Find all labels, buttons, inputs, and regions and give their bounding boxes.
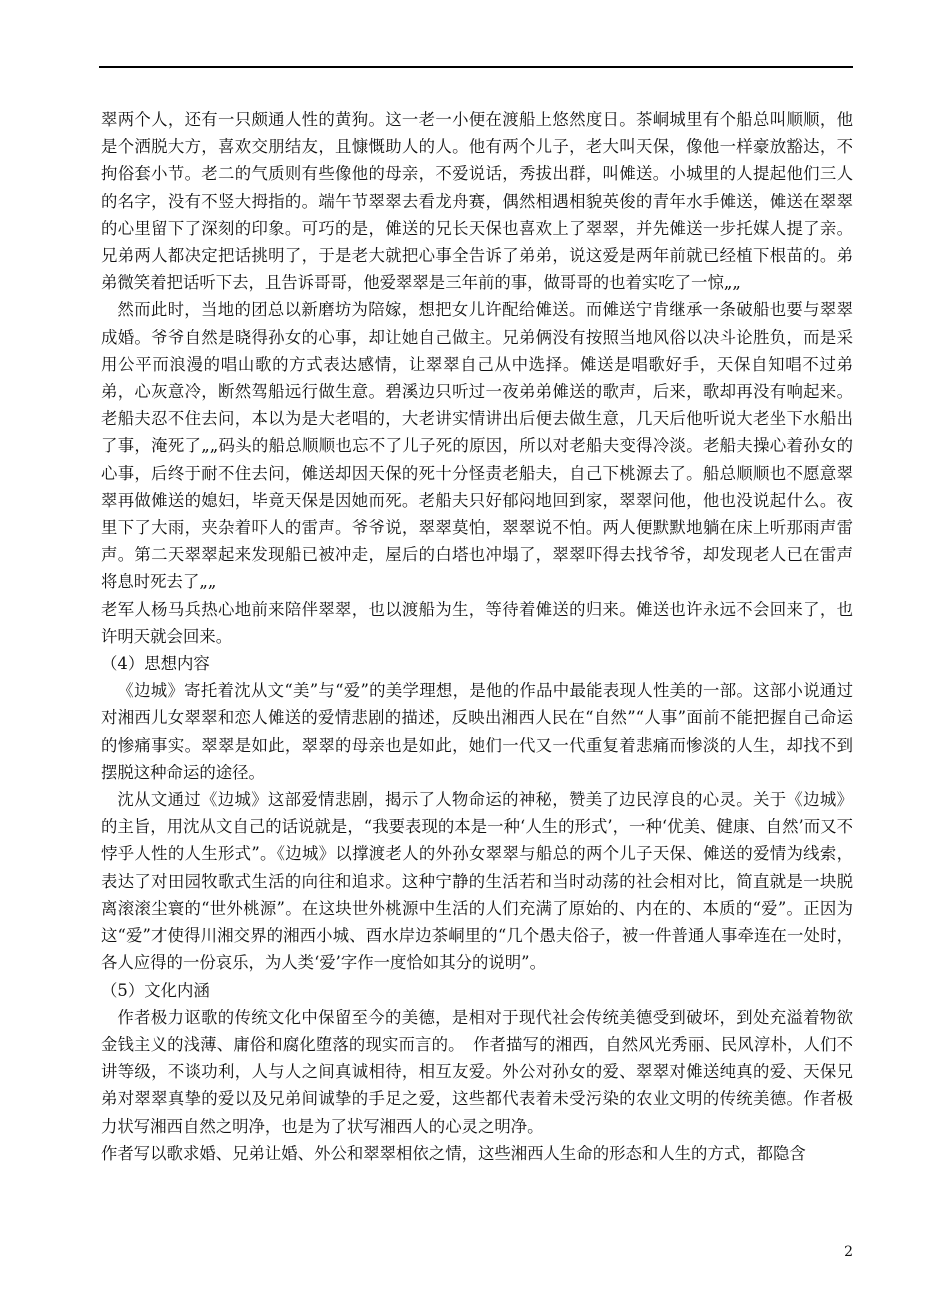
paragraph-culture-2: 作者写以歌求婚、兄弟让婚、外公和翠翠相依之情，这些湘西人生命的形态和人生的方式，都隐含: [101, 1143, 806, 1163]
paragraph-plot-ending: 然而此时，当地的团总以新磨坊为陪嫁，想把女儿许配给傩送。而傩送宁肯继承一条破船也要与翠翠成婚。爷爷自然是晓得孙女的心事，却让她自己做主。兄弟俩没有按照当地风俗以决斗论胜负，而是采用公平而浪漫的唱山歌的方式表达感情，让翠翠自己从中选择。傩送是唱歌好手，天保自知唱不过弟弟，心灰意冷，断然驾船远行做生意。碧溪边只听过一夜弟弟傩送的歌声，后来，歌却再没有响起来。老船夫忍不住去问，本以为是大老唱的，大老讲实情讲出后便去做生意，几天后他听说大老坐下水船出了事，淹死了„„码头的船总顺顺也忘不了儿子死的原因，所以对老船夫变得冷淡。老船夫操心着孙女的心事，后终于耐不住去问，傩送却因天保的死十分怪责老船夫，自己下桃源去了。船总顺顺也不愿意翠翠再做傩送的媳妇，毕竟天保是因她而死。老船夫只好郁闷地回到家，翠翠问他，他也没说起什么。夜里下了大雨，夹杂着吓人的雷声。爷爷说，翠翠莫怕，翠翠说不怕。两人便默默地躺在床上听那雨声雷声。第二天翠翠起来发现船已被冲走，屋后的白塔也冲塌了，翠翠吓得去找爷爷，却发现老人已在雷声将息时死去了„„: [101, 300, 853, 592]
paragraph-theme-2: 沈从文通过《边城》这部爱情悲剧，揭示了人物命运的神秘，赞美了边民淳良的心灵。关于《边城》的主旨，用沈从文自己的话说就是，“我要表现的本是一种‘人生的形式’，一种‘优美、健康、自然’而又不悖乎人性的人生形式”。《边城》以撑渡老人的外孙女翠翠与船总的两个儿子天保、傩送的爱情为线索，表达了对田园牧歌式生活的向往和追求。这种宁静的生活若和当时动荡的社会相对比，简直就是一块脱离滚滚尘寰的“世外桃源”。在这块世外桃源中生活的人们充满了原始的、内在的、本质的“爱”。正因为这“爱”才使得川湘交界的湘西小城、酉水岸边茶峒里的“几个愚夫俗子，被一件普通人事牵连在一处时，各人应得的一份哀乐，为人类‘爱’字作一度恰如其分的说明”。: [101, 790, 853, 973]
paragraph-plot-epilogue: 老军人杨马兵热心地前来陪伴翠翠，也以渡船为生，等待着傩送的归来。傩送也许永远不会回来了，也许明天就会回来。: [101, 599, 853, 646]
header-rule: [99, 66, 853, 68]
page-number: 2: [844, 1244, 853, 1260]
section-heading-theme: （4）思想内容: [101, 654, 210, 674]
section-heading-culture: （5）文化内涵: [101, 980, 210, 1000]
paragraph-culture-1: 作者极力讴歌的传统文化中保留至今的美德，是相对于现代社会传统美德受到破坏，到处充溢着物欲金钱主义的浅薄、庸俗和腐化堕落的现实而言的。 作者描写的湘西，自然风光秀丽、民风淳朴，人们不讲等级，不谈功利，人与人之间真诚相待，相互友爱。外公对孙女的爱、翠翠对傩送纯真的爱、天保兄弟对翠翠真挚的爱以及兄弟间诚挚的手足之爱，这些都代表着未受污染的农业文明的传统美德。作者极力状写湘西自然之明净，也是为了状写湘西人的心灵之明净。: [101, 1007, 853, 1136]
paragraph-theme-1: 《边城》寄托着沈从文“美”与“爱”的美学理想，是他的作品中最能表现人性美的一部。这部小说通过对湘西儿女翠翠和恋人傩送的爱情悲剧的描述，反映出湘西人民在“自然”“人事”面前不能把握自己命运的惨痛事实。翠翠是如此，翠翠的母亲也是如此，她们一代又一代重复着悲痛而惨淡的人生，却找不到摆脱这种命运的途径。: [101, 681, 853, 782]
document-body: [101, 106, 853, 1167]
paragraph-plot-continued: 翠两个人，还有一只颇通人性的黄狗。这一老一小便在渡船上悠然度日。茶峒城里有个船总叫顺顺，他是个洒脱大方，喜欢交朋结友，且慷慨助人的人。他有两个儿子，老大叫天保，像他一样豪放豁达，不拘俗套小节。老二的气质则有些像他的母亲，不爱说话，秀拔出群，叫傩送。小城里的人提起他们三人的名字，没有不竖大拇指的。端午节翠翠去看龙舟赛，偶然相遇相貌英俊的青年水手傩送，傩送在翠翠的心里留下了深刻的印象。可巧的是，傩送的兄长天保也喜欢上了翠翠，并先傩送一步托媒人提了亲。兄弟两人都决定把话挑明了，于是老大就把心事全告诉了弟弟，说这爱是两年前就已经植下根苗的。弟弟微笑着把话听下去，且告诉哥哥，他爱翠翠是三年前的事，做哥哥的也着实吃了一惊„„: [101, 110, 853, 293]
